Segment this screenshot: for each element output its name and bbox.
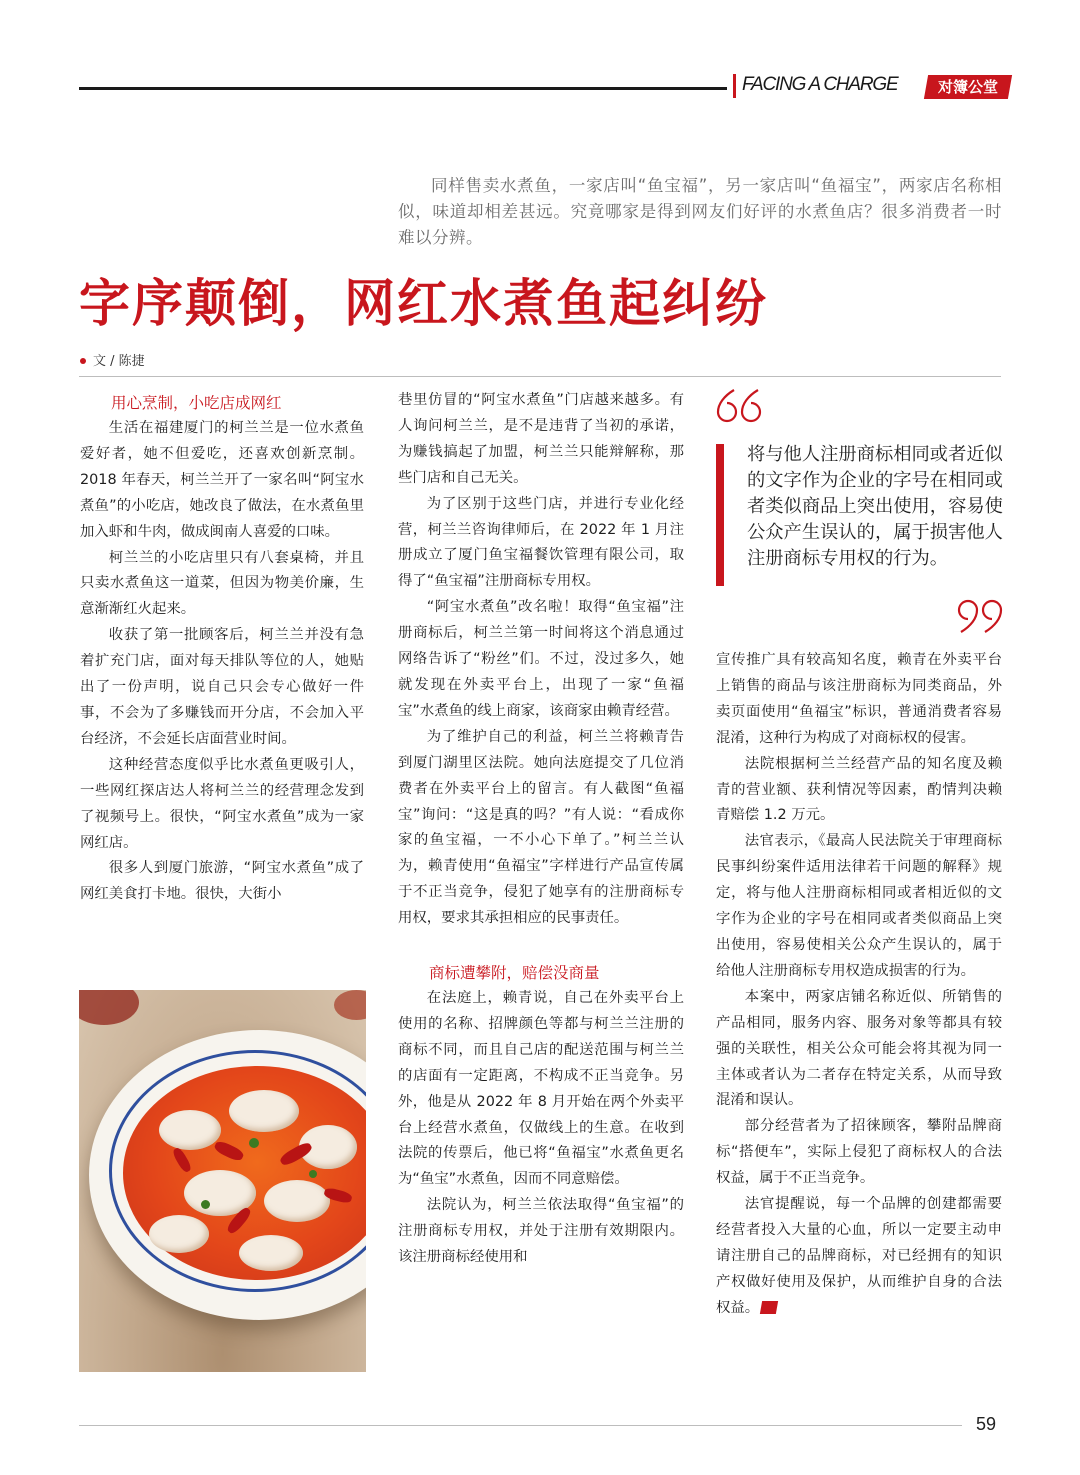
lead-paragraph: 同样售卖水煮鱼，一家店叫“鱼宝福”，另一家店叫“鱼福宝”，两家店名称相似，味道却相差甚远。究竟哪家是得到网友们好评的水煮鱼店？很多消费者一时难以分辨。 bbox=[398, 175, 1002, 247]
paragraph: 法官表示，《最高人民法院关于审理商标民事纠纷案件适用法律若干问题的解释》规定，将与他人注册商标相同或者相近似的文字作为企业的字号在相同或者类似商品上突出使用，容易使相关公众产生误认的，属于给他人注册商标专用权造成损害的行为。 bbox=[716, 833, 1002, 979]
paragraph: 本案中，两家店铺名称近似、所销售的产品相同，服务内容、服务对象等都具有较强的关联性，相关公众可能会将其视为同一主体或者认为二者存在特定关系，从而导致混淆和误认。 bbox=[716, 988, 1002, 1109]
column-3 bbox=[716, 648, 1002, 1322]
paragraph: 这种经营态度似乎比水煮鱼更吸引人，一些网红探店达人将柯兰兰的经营理念发到了视频号上。很快，“阿宝水煮鱼”成为一家网红店。 bbox=[80, 756, 364, 851]
footer-rule bbox=[79, 1425, 962, 1426]
paragraph: 柯兰兰的小吃店里只有八套桌椅，并且只卖水煮鱼这一道菜，但因为物美价廉，生意渐渐红火起来。 bbox=[80, 549, 364, 618]
header-slash bbox=[733, 74, 736, 98]
byline-text: 文 / 陈捷 bbox=[93, 354, 145, 369]
quote-open-icon bbox=[714, 386, 764, 426]
paragraph: 部分经营者为了招徕顾客，攀附品牌商标“搭便车”，实际上侵犯了商标权人的合法权益，属于不正当竞争。 bbox=[716, 1118, 1002, 1187]
paragraph: 法院认为，柯兰兰依法取得“鱼宝福”的注册商标专用权，并处于注册有效期限内。该注册商标经使用和 bbox=[398, 1197, 684, 1266]
page-number: 59 bbox=[976, 1414, 997, 1434]
bullet-dot-icon bbox=[80, 358, 86, 364]
byline bbox=[80, 350, 145, 369]
pull-quote: 将与他人注册商标相同或者近似的文字作为企业的字号在相同或者类似商品上突出使用，容易使公众产生误认的，属于损害他人注册商标专用权的行为。 bbox=[747, 444, 1003, 569]
paragraph: 在法庭上，赖青说，自己在外卖平台上使用的名称、招牌颜色等都与柯兰兰注册的商标不同，而且自己店的配送范围与柯兰兰的店面有一定距离，不构成不正当竞争。另外，他是从 2022 年 8 月开始在两个外卖平台上经营水煮鱼，仅做线上的生意。在收到法院的传票后，他已将“鱼福宝”水煮鱼更名为“鱼宝”水煮鱼，因而不同意赔偿。 bbox=[398, 990, 684, 1188]
section-heading-2: 商标遭攀附，赔偿没商量 bbox=[429, 964, 600, 983]
paragraph: 收获了第一批顾客后，柯兰兰并没有急着扩充门店，面对每天排队等位的人，她贴出了一份声明，说自己只会专心做好一件事，不会为了多赚钱而开分店，不会加入平台经济，不会延长店面营业时间。 bbox=[80, 627, 364, 747]
quote-bar bbox=[716, 444, 724, 586]
fish-dish-photo bbox=[79, 990, 366, 1372]
paragraph bbox=[716, 1192, 1002, 1322]
section-title-cn: 对簿公堂 bbox=[937, 78, 998, 96]
paragraph: 法院根据柯兰兰经营产品的知名度及赖青的营业额、获利情况等因素，酌情判决赖青赔偿 1.2 万元。 bbox=[716, 755, 1002, 824]
paragraph: 宣传推广具有较高知名度，赖青在外卖平台上销售的商品与该注册商标为同类商品，外卖页面使用“鱼福宝”标识，普通消费者容易混淆，这种行为构成了对商标权的侵害。 bbox=[716, 652, 1002, 746]
article-title: 字序颠倒，网红水煮鱼起纠纷 bbox=[79, 275, 769, 334]
section-title-en: FACING A CHARGE bbox=[742, 74, 898, 95]
section-heading-1: 用心烹制，小吃店成网红 bbox=[111, 394, 282, 412]
title-divider bbox=[79, 376, 1001, 377]
bowl bbox=[89, 1030, 366, 1320]
column-2 bbox=[398, 388, 684, 1271]
end-mark-icon: M bbox=[760, 1301, 778, 1314]
header-rule bbox=[79, 87, 727, 90]
paragraph: 为了维护自己的利益，柯兰兰将赖青告到厦门湖里区法院。她向法庭提交了几位消费者在外卖平台上的留言。有人截图“鱼福宝”询问：“这是真的吗？”有人说：“看成你家的鱼宝福，一不小心下单了。”柯兰兰认为，赖青使用“鱼福宝”字样进行产品宣传属于不正当竞争，侵犯了她享有的注册商标专用权，要求其承担相应的民事责任。 bbox=[398, 728, 684, 927]
paragraph: 生活在福建厦门的柯兰兰是一位水煮鱼爱好者，她不但爱吃，还喜欢创新烹制。2018 年春天，柯兰兰开了一家名叫“阿宝水煮鱼”的小吃店，她改良了做法，在水煮鱼里加入虾和牛肉，做成闽南人喜爱的口味。 bbox=[80, 420, 364, 540]
paragraph: 巷里仿冒的“阿宝水煮鱼”门店越来越多。有人询问柯兰兰，是不是违背了当初的承诺，为赚钱搞起了加盟，柯兰兰只能辩解称，那些门店和自己无关。 bbox=[398, 392, 684, 486]
column-1 bbox=[80, 390, 364, 908]
paragraph: “阿宝水煮鱼”改名啦！取得“鱼宝福”注册商标后，柯兰兰第一时间将这个消息通过网络告诉了“粉丝”们。不过，没过多久，她就发现在外卖平台上，出现了一家“鱼福宝”水煮鱼的线上商家，该商家由赖青经营。 bbox=[398, 599, 684, 719]
paragraph: 很多人到厦门旅游，“阿宝水煮鱼”成了网红美食打卡地。很快，大街小 bbox=[80, 860, 364, 903]
section-tag bbox=[924, 75, 1012, 99]
paragraph-text: 法官提醒说，每一个品牌的创建都需要经营者投入大量的心血，所以一定要主动申请注册自己的品牌商标，对已经拥有的知识产权做好使用及保护，从而维护自身的合法权益。 bbox=[716, 1196, 1002, 1316]
quote-close-icon bbox=[955, 596, 1005, 636]
paragraph: 为了区别于这些门店，并进行专业化经营，柯兰兰咨询律师后，在 2022 年 1 月注册成立了厦门鱼宝福餐饮管理有限公司，取得了“鱼宝福”注册商标专用权。 bbox=[398, 495, 684, 590]
